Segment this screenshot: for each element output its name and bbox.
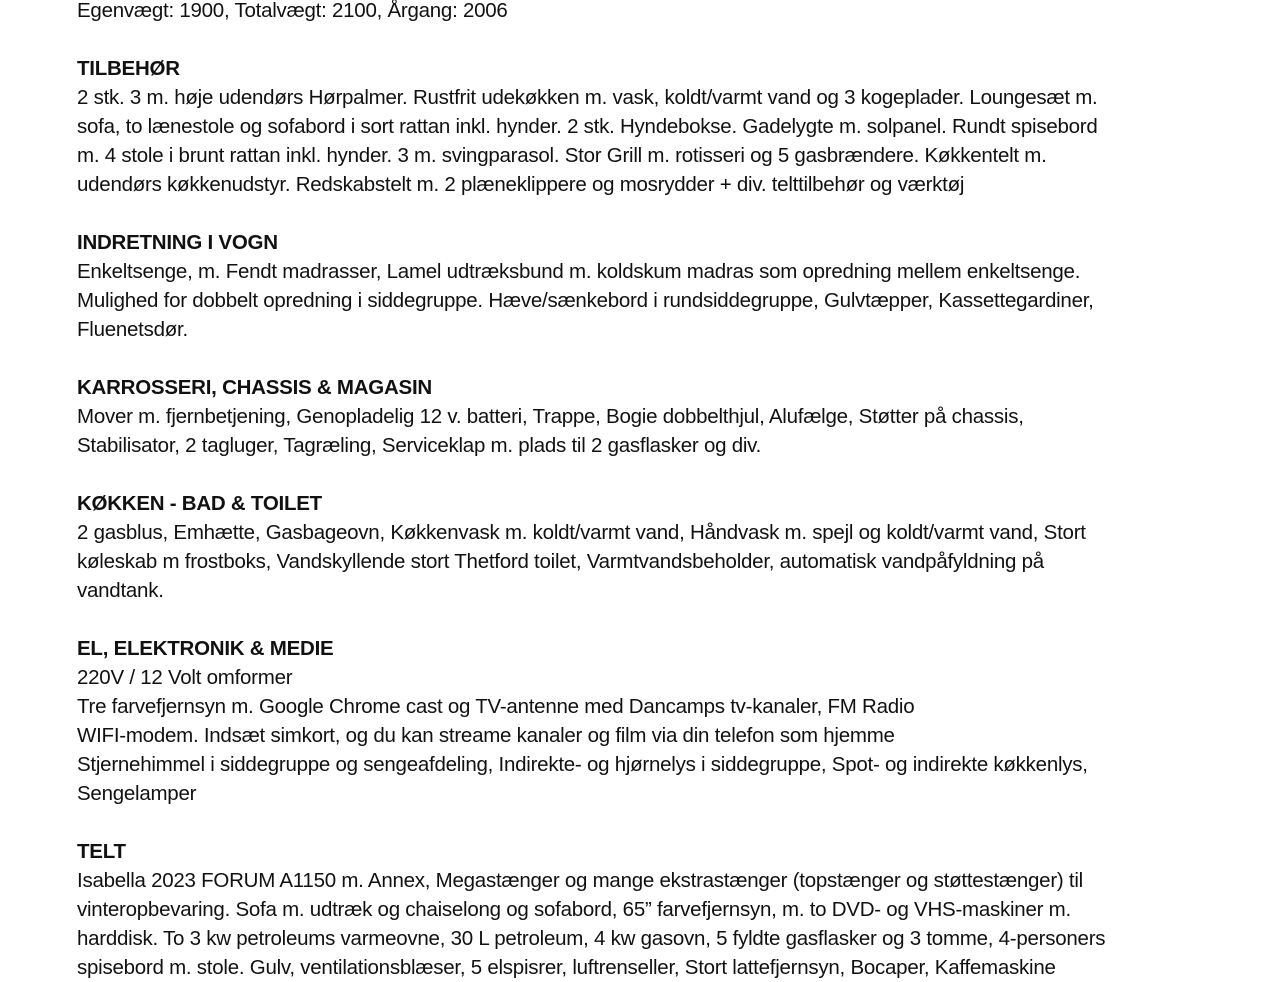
section-text-line: Stabilisator, 2 tagluger, Tagræling, Serviceklap m. plads til 2 gasflasker og div.: [77, 434, 762, 457]
section-text-line: WIFI-modem. Indsæt simkort, og du kan streame kanaler og film via din telefon som hjemme: [77, 724, 895, 747]
section-text-line: harddisk. To 3 kw petroleums varmeovne, 30 L petroleum, 4 kw gasovn, 5 fyldte gasflasker og 3 tomme, 4-personers: [77, 927, 1106, 950]
section-heading: KØKKEN - BAD & TOILET: [77, 492, 322, 515]
section-tilbehor: [77, 54, 1257, 199]
section-karrosseri: [77, 373, 1257, 460]
section-text-line: Stjernehimmel i siddegruppe og sengeafdeling, Indirekte- og hjørnelys i siddegruppe, Spot- og indirekte køkkenlys,: [77, 753, 1088, 776]
intro-line: Egenvægt: 1900, Totalvægt: 2100, Årgang: 2006: [77, 0, 508, 22]
section-text-line: spisebord m. stole. Gulv, ventilationsblæser, 5 elspisrer, luftrenseller, Stort lattefjernsyn, Bocaper, Kaffemaskine: [77, 956, 1056, 979]
section-heading: TILBEHØR: [77, 57, 180, 80]
section-text-line: vandtank.: [77, 579, 164, 602]
section-text-line: Tre farvefjernsyn m. Google Chrome cast og TV-antenne med Dancamps tv-kanaler, FM Radio: [77, 695, 915, 718]
section-heading: EL, ELEKTRONIK & MEDIE: [77, 637, 334, 660]
section-text-line: 220V / 12 Volt omformer: [77, 666, 293, 689]
section-telt: [77, 837, 1257, 982]
section-text-line: m. 4 stole i brunt rattan inkl. hynder. 3 m. svingparasol. Stor Grill m. rotisseri og 5 gasbrændere. Køkkentelt m.: [77, 144, 1047, 167]
section-text-line: sofa, to lænestole og sofabord i sort rattan inkl. hynder. 2 stk. Hyndebokse. Gadelygte m. solpanel. Rundt spisebord: [77, 115, 1098, 138]
section-text-line: Enkeltsenge, m. Fendt madrasser, Lamel udtræksbund m. koldskum madras som opredning mellem enkeltsenge.: [77, 260, 1081, 283]
section-heading: TELT: [77, 840, 126, 863]
section-indretning: [77, 228, 1257, 344]
section-heading: KARROSSERI, CHASSIS & MAGASIN: [77, 376, 432, 399]
section-text-line: 2 gasblus, Emhætte, Gasbageovn, Køkkenvask m. koldt/varmt vand, Håndvask m. spejl og koldt/varmt vand, Stort: [77, 521, 1086, 544]
section-text-line: 2 stk. 3 m. høje udendørs Hørpalmer. Rustfrit udekøkken m. vask, koldt/varmt vand og 3 kogeplader. Loungesæt m.: [77, 86, 1098, 109]
section-text-line: Isabella 2023 FORUM A1150 m. Annex, Megastænger og mange ekstrastænger (topstænger og støttestænger) til: [77, 869, 1083, 892]
document-page: [77, 0, 1257, 982]
section-el: [77, 634, 1257, 808]
section-text-line: vinteropbevaring. Sofa m. udtræk og chaiselong og sofabord, 65” farvefjernsyn, m. to DVD- og VHS-maskiner m.: [77, 898, 1071, 921]
section-text-line: Mover m. fjernbetjening, Genopladelig 12 v. batteri, Trappe, Bogie dobbelthjul, Alufælge, Støtter på chassis,: [77, 405, 1024, 428]
section-text-line: Sengelamper: [77, 782, 197, 805]
section-text-line: køleskab m frostboks, Vandskyllende stort Thetford toilet, Varmtvandsbeholder, automatisk vandpåfyldning på: [77, 550, 1044, 573]
section-kokken: [77, 489, 1257, 605]
section-text-line: udendørs køkkenudstyr. Redskabstelt m. 2 plæneklippere og mosrydder + div. telttilbehør og værktøj: [77, 173, 965, 196]
section-heading: INDRETNING I VOGN: [77, 231, 278, 254]
section-text-line: Mulighed for dobbelt opredning i siddegruppe. Hæve/sænkebord i rundsiddegruppe, Gulvtæpper, Kassettegardiner,: [77, 289, 1094, 312]
section-text-line: Fluenetsdør.: [77, 318, 188, 341]
intro-block: [77, 0, 1257, 25]
